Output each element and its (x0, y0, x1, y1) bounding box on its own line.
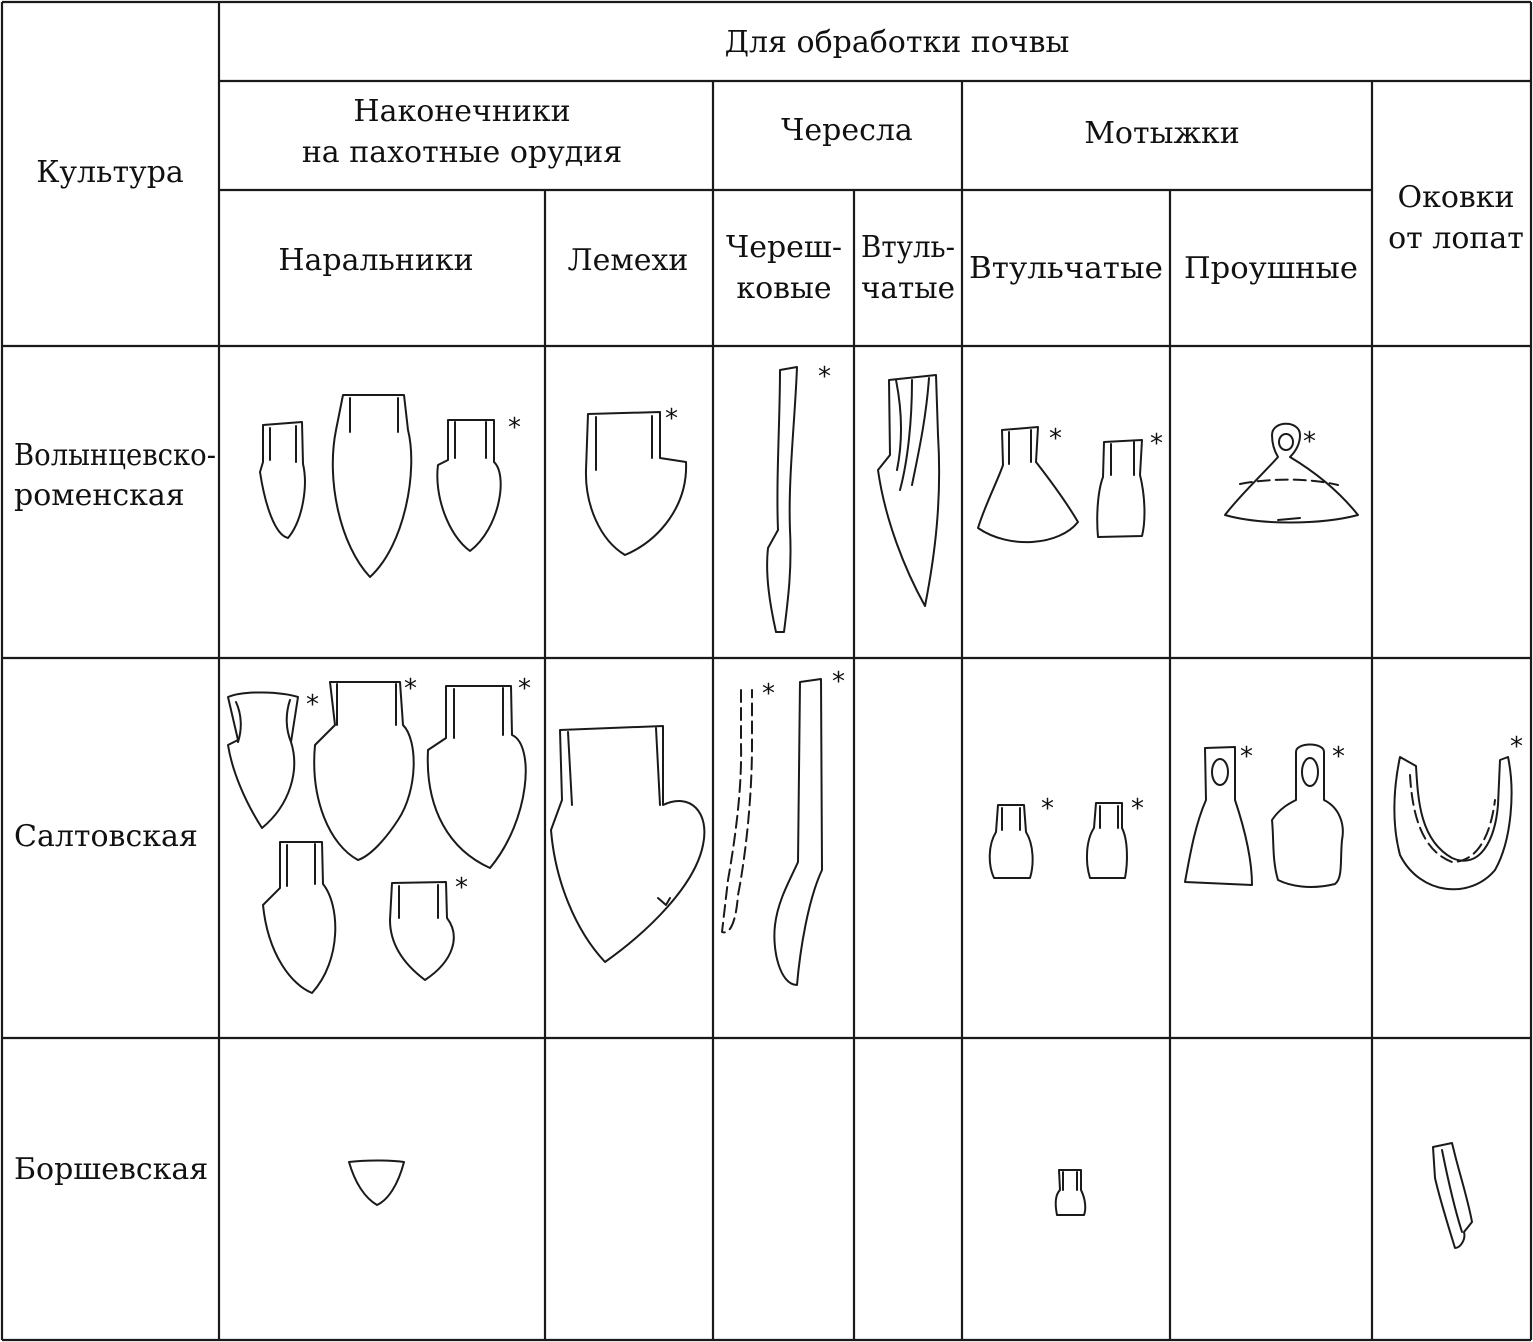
table-header (36, 25, 1524, 306)
header-socketed-line2: чатые (861, 271, 955, 306)
header-soil-group: Для обработки почвы (724, 25, 1070, 60)
marker-star: * (1150, 429, 1163, 459)
header-tanged-line2: ковые (736, 271, 832, 306)
socketed-hoe-icon (990, 805, 1033, 878)
marker-star: * (518, 674, 531, 704)
marker-star: * (1041, 794, 1054, 824)
ralo-tip-icon (333, 395, 411, 577)
header-spade-line1: Оковки (1397, 180, 1515, 215)
ralo-tip-icon (263, 842, 335, 993)
marker-star: * (818, 362, 831, 392)
header-culture: Культура (36, 155, 184, 190)
marker-star: * (832, 667, 845, 697)
header-hoe-socketed: Втульчатые (969, 251, 1163, 286)
ralo-tip-icon (260, 422, 305, 538)
ralo-tip-icon (437, 420, 500, 551)
marker-star: * (1303, 427, 1316, 457)
header-ralo-tips: Наральники (278, 243, 474, 278)
marker-star: * (508, 413, 521, 443)
tanged-coulter-icon (722, 690, 752, 932)
socketed-hoe-icon (1097, 440, 1144, 537)
socketed-hoe-icon (1087, 803, 1127, 878)
header-hoe-eyed: Проушные (1184, 251, 1358, 286)
marker-star: * (1131, 794, 1144, 824)
marker-star: * (1332, 742, 1345, 772)
header-socketed-line1: Втуль- (861, 230, 955, 265)
marker-star: * (1049, 424, 1062, 454)
header-tips-line2: на пахотные орудия (301, 135, 623, 170)
ralo-tip-icon (349, 1161, 404, 1206)
header-coulters: Чересла (781, 113, 913, 148)
header-shares: Лемехи (567, 243, 689, 278)
marker-star: * (404, 674, 417, 704)
marker-star: * (1510, 732, 1523, 762)
row-volyntsevo-line2: роменская (14, 478, 185, 513)
eyed-hoe-icon (1225, 424, 1358, 523)
spade-edge-icon (1394, 757, 1511, 889)
tanged-coulter-icon (774, 679, 822, 985)
marker-star: * (306, 690, 319, 720)
header-hoes: Мотыжки (1084, 116, 1240, 151)
table-grid (2, 2, 1531, 1340)
row-borshevo: Боршевская (14, 1152, 209, 1187)
spade-edge-icon (1433, 1143, 1472, 1248)
tanged-coulter-icon (767, 367, 797, 632)
ralo-tip-icon (428, 686, 526, 868)
ralo-tip-icon (314, 682, 413, 860)
header-tips-line1: Наконечники (353, 94, 571, 129)
row-labels (14, 438, 216, 1187)
ralo-tip-icon (228, 692, 298, 828)
marker-star: * (1240, 742, 1253, 772)
row-saltovo: Салтовская (14, 819, 198, 854)
row-volyntsevo-line1: Волынцевско- (14, 438, 216, 473)
header-tanged-line1: Череш- (726, 230, 842, 265)
ralo-tip-icon (390, 882, 454, 980)
socketed-coulter-icon (878, 375, 939, 606)
socketed-hoe-icon (978, 427, 1078, 542)
plough-share-icon (551, 726, 704, 962)
header-spade-line2: от лопат (1388, 221, 1524, 256)
socketed-hoe-icon (1056, 1170, 1085, 1215)
marker-star: * (762, 679, 775, 709)
marker-star: * (665, 404, 678, 434)
marker-star: * (455, 873, 468, 903)
